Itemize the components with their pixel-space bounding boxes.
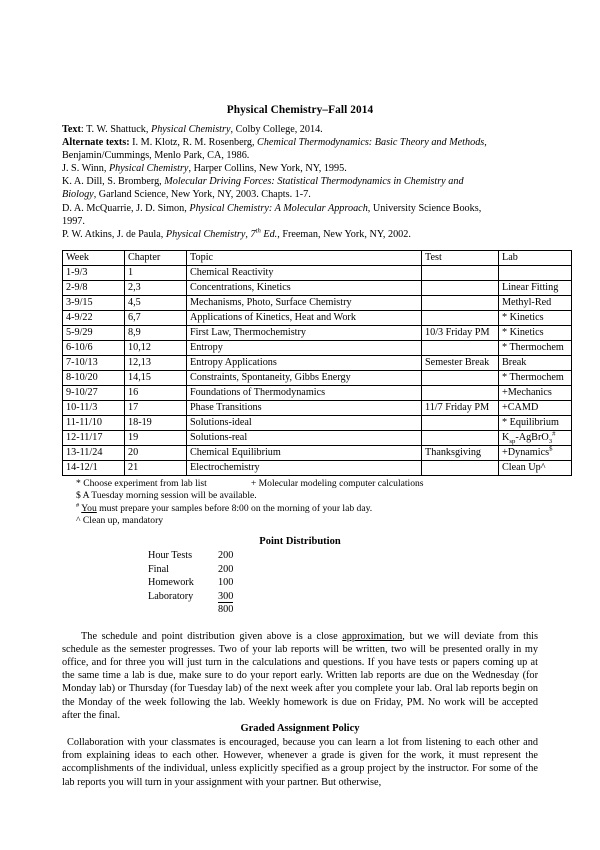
cell-week: 13-11/24 bbox=[63, 445, 125, 460]
text-line-post: , Colby College, 2014. bbox=[230, 124, 323, 135]
alt-label: Alternate texts: bbox=[62, 137, 130, 149]
cell-test: Thanksgiving bbox=[422, 445, 499, 460]
cell-chapter: 8,9 bbox=[125, 325, 187, 340]
table-row bbox=[63, 385, 572, 400]
point-value-subtotal-text: 300 bbox=[218, 590, 234, 602]
cell-topic: Chemical Equilibrium bbox=[187, 445, 422, 460]
footnote-plus: + Molecular modeling computer calculations bbox=[250, 477, 424, 489]
point-row bbox=[148, 576, 278, 589]
cell-test bbox=[422, 415, 499, 430]
point-total-row bbox=[148, 603, 278, 616]
atkins-post: , Freeman, New York, NY, 2002. bbox=[277, 228, 411, 240]
cell-chapter: 19 bbox=[125, 430, 187, 445]
cell-week: 6-10/6 bbox=[63, 340, 125, 355]
cell-topic: Concentrations, Kinetics bbox=[187, 280, 422, 295]
reference-mcquarrie-line1 bbox=[45, 202, 538, 215]
cell-topic: Entropy Applications bbox=[187, 355, 422, 370]
footnote-asterisk: * Choose experiment from lab list bbox=[76, 477, 207, 489]
cell-test bbox=[422, 460, 499, 475]
cell-lab: * Kinetics bbox=[499, 310, 572, 325]
cell-week: 10-11/3 bbox=[63, 400, 125, 415]
cell-lab: * Kinetics bbox=[499, 325, 572, 340]
point-value: 200 bbox=[218, 563, 234, 575]
cell-topic: Electrochemistry bbox=[187, 460, 422, 475]
text-line-italic: Physical Chemistry bbox=[150, 124, 231, 135]
point-label: Hour Tests bbox=[148, 550, 193, 562]
cell-test bbox=[422, 265, 499, 280]
footnote-hash-marker: # bbox=[76, 501, 80, 509]
cell-test bbox=[422, 370, 499, 385]
atkins-edition bbox=[250, 229, 277, 240]
table-header-row bbox=[63, 250, 572, 265]
footnote-hash-rest: must prepare your samples before 8:00 on the morning of your lab day. bbox=[96, 502, 373, 514]
cell-chapter: 6,7 bbox=[125, 310, 187, 325]
point-row bbox=[148, 563, 278, 576]
ksp-k: K bbox=[502, 431, 510, 443]
cell-test bbox=[422, 340, 499, 355]
column-header-week: Week bbox=[63, 250, 125, 265]
footnote-dollar: $ A Tuesday morning session will be available. bbox=[76, 490, 257, 502]
atkins-ed-ordinal: th bbox=[255, 227, 261, 235]
dill-post: , Garland Science, New York, NY, 2003. Chapts. 1-7. bbox=[93, 189, 311, 201]
cell-chapter: 14,15 bbox=[125, 370, 187, 385]
cell-chapter: 4,5 bbox=[125, 295, 187, 310]
document-content bbox=[62, 104, 564, 789]
winn-pre: J. S. Winn, bbox=[62, 163, 109, 175]
cell-lab: +Mechanics bbox=[499, 385, 572, 400]
point-total-value: 800 bbox=[218, 604, 234, 616]
cell-chapter: 18-19 bbox=[125, 415, 187, 430]
table-footnotes bbox=[62, 478, 538, 528]
winn-post: , Harper Collins, New York, NY, 1995. bbox=[188, 163, 347, 175]
mcq-pre: D. A. McQuarrie, J. D. Simon, bbox=[62, 202, 190, 214]
cell-week: 2-9/8 bbox=[63, 280, 125, 295]
winn-italic: Physical Chemistry bbox=[108, 163, 189, 175]
point-row bbox=[148, 590, 278, 603]
cell-test bbox=[422, 295, 499, 310]
atkins-italic: Physical Chemistry bbox=[165, 228, 246, 240]
dynamics-text: +Dynamics bbox=[502, 446, 550, 458]
footnote-hash bbox=[76, 503, 538, 515]
cell-topic: Applications of Kinetics, Heat and Work bbox=[187, 310, 422, 325]
paragraph-schedule-note bbox=[62, 630, 538, 722]
footnote-caret: ^ Clean up, mandatory bbox=[76, 515, 164, 527]
alt-post: , bbox=[484, 137, 487, 149]
para1-part2: , but we will deviate from this schedule as the semester progresses. Two of your lab reports will be written, two will be presented orally in my office, and for three you will just turn in the calculations and questions. If you have tests or papers coming up at the same time a lab is due, make sure to do your report early. Written lab reports are due on the Wednesday (for Monday lab) or Thursday (for Tuesday lab) of the next week after you complete your lab. Oral lab reports begin on the Monday of the week following the lab. Weekly homework is due on Friday, PM. No work will be accepted after the final. bbox=[62, 630, 538, 721]
point-distribution-table bbox=[148, 549, 278, 616]
point-value: 200 bbox=[218, 550, 234, 562]
table-row bbox=[63, 325, 572, 340]
cell-topic: Chemical Reactivity bbox=[187, 265, 422, 280]
cell-chapter: 12,13 bbox=[125, 355, 187, 370]
cell-lab: * Thermochem bbox=[499, 370, 572, 385]
atkins-mid: , bbox=[245, 228, 251, 240]
cell-test: Semester Break bbox=[422, 355, 499, 370]
page-title: Physical Chemistry–Fall 2014 bbox=[226, 104, 374, 116]
cell-lab: Methyl-Red bbox=[499, 295, 572, 310]
cell-lab: * Thermochem bbox=[499, 340, 572, 355]
cell-topic: First Law, Thermochemistry bbox=[187, 325, 422, 340]
column-header-chapter: Chapter bbox=[125, 250, 187, 265]
cell-test bbox=[422, 430, 499, 445]
table-row bbox=[63, 445, 572, 460]
column-header-topic: Topic bbox=[187, 250, 422, 265]
alt-italic: Chemical Thermodynamics: Basic Theory and Methods bbox=[257, 137, 485, 149]
table-row bbox=[63, 460, 572, 475]
point-label: Laboratory bbox=[148, 590, 194, 602]
text-line-pre: : T. W. Shattuck, bbox=[80, 124, 151, 135]
table-row bbox=[63, 415, 572, 430]
cell-topic: Phase Transitions bbox=[187, 400, 422, 415]
reference-list bbox=[62, 123, 538, 241]
cell-lab: Clean Up^ bbox=[499, 460, 572, 475]
cell-topic: Solutions-real bbox=[187, 430, 422, 445]
column-header-test: Test bbox=[422, 250, 499, 265]
cell-lab bbox=[499, 445, 572, 460]
cell-week: 5-9/29 bbox=[63, 325, 125, 340]
cell-test bbox=[422, 280, 499, 295]
cell-week: 14-12/1 bbox=[63, 460, 125, 475]
cell-chapter: 2,3 bbox=[125, 280, 187, 295]
table-row bbox=[63, 280, 572, 295]
ksp-mid: -AgBrO bbox=[515, 431, 549, 443]
table-row bbox=[63, 295, 572, 310]
cell-chapter: 17 bbox=[125, 400, 187, 415]
cell-week: 8-10/20 bbox=[63, 370, 125, 385]
mcq-post: , University Science Books, bbox=[367, 202, 482, 214]
cell-chapter: 21 bbox=[125, 460, 187, 475]
footnote-hash-underlined: You bbox=[81, 502, 97, 514]
ksp-subscript: sp bbox=[509, 437, 516, 445]
point-label: Homework bbox=[148, 577, 194, 589]
cell-week: 12-11/17 bbox=[63, 430, 125, 445]
cell-chapter: 10,12 bbox=[125, 340, 187, 355]
table-row bbox=[63, 265, 572, 280]
point-label: Final bbox=[148, 563, 169, 575]
atkins-ed-number: 7 bbox=[250, 228, 256, 240]
point-row bbox=[148, 549, 278, 562]
footnote-asterisk-plus bbox=[76, 478, 538, 490]
cell-lab bbox=[499, 430, 572, 445]
point-value-subtotal bbox=[218, 590, 278, 603]
cell-topic: Solutions-ideal bbox=[187, 415, 422, 430]
reference-text-line bbox=[45, 123, 538, 136]
dill-italic: Molecular Driving Forces: Statistical Thermodynamics in Chemistry and bbox=[164, 176, 464, 188]
reference-winn bbox=[45, 162, 538, 175]
cell-topic: Entropy bbox=[187, 340, 422, 355]
atkins-pre: P. W. Atkins, J. de Paula, bbox=[62, 228, 166, 240]
table-row bbox=[63, 400, 572, 415]
section-heading-graded-policy: Graded Assignment Policy bbox=[240, 722, 360, 734]
cell-week: 4-9/22 bbox=[63, 310, 125, 325]
cell-lab: * Equilibrium bbox=[499, 415, 572, 430]
cell-week: 3-9/15 bbox=[63, 295, 125, 310]
cell-chapter: 1 bbox=[125, 265, 187, 280]
cell-test bbox=[422, 310, 499, 325]
cell-chapter: 16 bbox=[125, 385, 187, 400]
cell-lab: +CAMD bbox=[499, 400, 572, 415]
cell-topic: Foundations of Thermodynamics bbox=[187, 385, 422, 400]
table-row bbox=[63, 430, 572, 445]
schedule-table bbox=[62, 250, 572, 476]
table-row bbox=[63, 340, 572, 355]
cell-week: 9-10/27 bbox=[63, 385, 125, 400]
table-row bbox=[63, 355, 572, 370]
para1-part1: The schedule and point distribution given above is a close bbox=[81, 630, 343, 642]
cell-test bbox=[422, 385, 499, 400]
table-row bbox=[63, 370, 572, 385]
cell-lab bbox=[499, 265, 572, 280]
dill-pre: K. A. Dill, S. Bromberg, bbox=[62, 176, 165, 188]
cell-week: 7-10/13 bbox=[63, 355, 125, 370]
schedule-table-body bbox=[63, 265, 572, 475]
dynamics-footnote-marker: $ bbox=[549, 445, 553, 453]
alt-pre: I. M. Klotz, R. M. Rosenberg, bbox=[129, 137, 258, 149]
spacer bbox=[62, 617, 538, 630]
reference-dill-line1 bbox=[45, 175, 538, 188]
atkins-ed-text: Ed. bbox=[260, 228, 278, 240]
reference-alt-line2: Benjamin/Cummings, Menlo Park, CA, 1986. bbox=[62, 150, 250, 162]
reference-atkins bbox=[45, 228, 538, 241]
para1-underlined: approximation bbox=[342, 630, 403, 642]
cell-topic: Mechanisms, Photo, Surface Chemistry bbox=[187, 295, 422, 310]
reference-dill-line2 bbox=[45, 188, 538, 201]
cell-test: 10/3 Friday PM bbox=[422, 325, 499, 340]
point-value: 100 bbox=[218, 577, 234, 589]
cell-week: 11-11/10 bbox=[63, 415, 125, 430]
mcq-italic: Physical Chemistry: A Molecular Approach bbox=[189, 202, 368, 214]
reference-mcquarrie-line2: 1997. bbox=[62, 215, 85, 227]
column-header-lab: Lab bbox=[499, 250, 572, 265]
cell-lab: Linear Fitting bbox=[499, 280, 572, 295]
cell-chapter: 20 bbox=[125, 445, 187, 460]
text-label: Text bbox=[62, 124, 81, 135]
point-distribution-title: Point Distribution bbox=[259, 536, 341, 548]
cell-lab: Break bbox=[499, 355, 572, 370]
cell-week: 1-9/3 bbox=[63, 265, 125, 280]
point-total-label bbox=[148, 603, 218, 616]
dill-italic2: Biology bbox=[62, 189, 94, 201]
cell-test: 11/7 Friday PM bbox=[422, 400, 499, 415]
cell-topic: Constraints, Spontaneity, Gibbs Energy bbox=[187, 370, 422, 385]
ksp-footnote-marker: # bbox=[552, 430, 556, 438]
table-row bbox=[63, 310, 572, 325]
paragraph-graded-policy: Collaboration with your classmates is encouraged, because you can learn a lot from listening to each other and from explaining ideas to each other. However, whenever a grade is given for the work, it must represent the accomplishments of the individual, unless explicitly specified as a group project by the instructor. For some of the lab reports you will turn in your assignment with your partner. But otherwise, bbox=[62, 736, 538, 788]
ksp-subscript-3: 3 bbox=[548, 437, 553, 445]
reference-alt-line1 bbox=[45, 136, 538, 149]
